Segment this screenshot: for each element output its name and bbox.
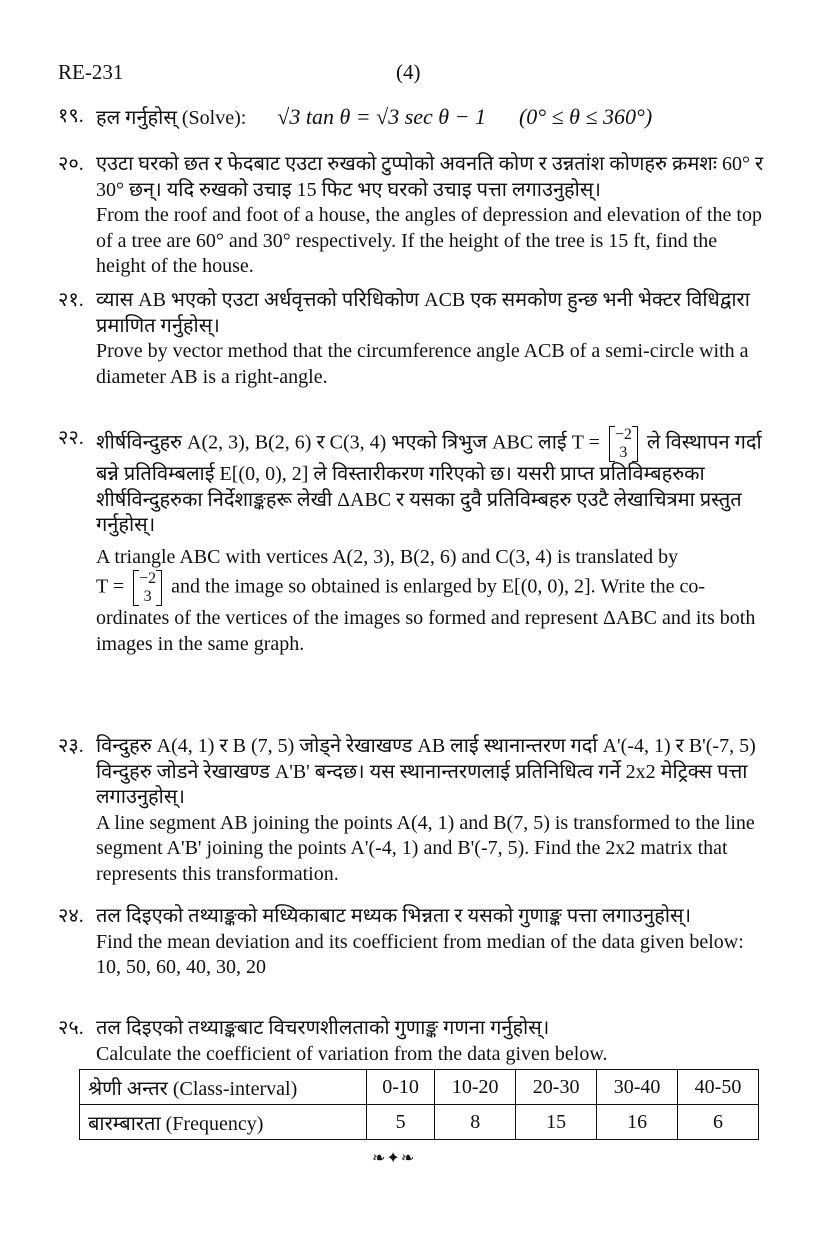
question-number: २४. [58,905,84,927]
end-ornament: ❧✦❧ [372,1150,416,1167]
table-cell: 10-20 [435,1070,516,1105]
matrix-bottom: 3 [619,444,628,461]
table-cell: 40-50 [678,1070,759,1105]
table-cell: 16 [597,1105,678,1140]
english-part-a: A triangle ABC with vertices A(2, 3), B(2, 6) and C(3, 4) is translated by [96,545,679,568]
question-number: २३. [58,735,84,757]
page-number: (4) [396,60,421,84]
matrix-top: −2 [614,426,632,443]
question-text-english: Prove by vector method that the circumference angle ACB of a semi-circle with a diameter AB is a right-angle. [96,340,749,388]
question-24 [58,904,770,981]
question-number: २५. [58,1017,84,1039]
equation-range: (0° ≤ θ ≤ 360°) [518,104,653,129]
translation-matrix-en [133,570,162,606]
nepali-part-a: शीर्षविन्दुहरु A(2, 3), B(2, 6) र C(3, 4) भएको त्रिभुज ABC लाई T = [96,431,600,454]
english-part-b: and the image so obtained is enlarged by E[(0, 0), 2]. Write the co-ordinates of the vertices of the images so formed and represent ΔABC and its both images in the same graph. [96,575,756,655]
question-text-nepali: एउटा घरको छत र फेदबाट एउटा रुखको टुप्पोको अवनति कोण र उन्नतांश कोणहरु क्रमशः 60° र 30° छन्। यदि रुखको उचाइ 15 फिट भए घरको उचाइ पत्ता लगाउनुहोस्। [96,153,764,201]
question-text-nepali: तल दिइएको तथ्याङ्कको मध्यिकाबाट मध्यक भिन्नता र यसको गुणाङ्क पत्ता लगाउनुहोस्। [96,905,692,927]
table-cell: 0-10 [367,1070,435,1105]
question-23 [58,734,770,887]
equation: √3 tan θ = √3 sec θ − 1 [277,104,486,129]
nepali-part-b: ले विस्थापन गर्दा बन्ने प्रतिविम्बलाई E[(0, 0), 2] ले विस्तारीकरण गरिएको छ। यसरी प्राप्त प्रतिविम्बहरुका शीर्षविन्दुहरुका निर्देशाङ्कहरू लेखी ΔABC र यसका दुवै प्रतिविम्बहरु एउटै लेखाचित्रमा प्रस्तुत गर्नुहोस्। [96,431,762,536]
question-text-nepali: विन्दुहरु A(4, 1) र B (7, 5) जोड्ने रेखाखण्ड AB लाई स्थानान्तरण गर्दा A'(-4, 1) र B'(-7, 5) विन्दुहरु जोडने रेखाखण्ड A'B' बन्दछ। यस स्थानान्तरणलाई प्रतिनिधित्व गर्ने 2x2 मेट्रिक्स पत्ता लगाउनुहोस्। [96,735,756,808]
table-cell: 6 [678,1105,759,1140]
question-25 [58,1016,770,1067]
frequency-table [79,1069,759,1140]
table-cell: 8 [435,1105,516,1140]
question-text-english: Find the mean deviation and its coefficient from median of the data given below: [96,930,744,953]
table-row [80,1070,759,1105]
question-19 [58,104,770,132]
matrix-bottom: 3 [143,588,152,605]
table-cell: 15 [516,1105,597,1140]
question-text-english: A line segment AB joining the points A(4, 1) and B(7, 5) is transformed to the line segment A'B' joining the points A'(-4, 1) and B'(-7, 5). Find the 2x2 matrix that represents this transformation. [96,811,755,885]
question-20 [58,152,770,280]
question-text-english [96,545,770,658]
question-number: २०. [58,153,84,175]
question-text-english: Calculate the coefficient of variation from the data given below. [96,1042,608,1065]
question-text-nepali: तल दिइएको तथ्याङ्कबाट विचरणशीलताको गुणाङ्क गणना गर्नुहोस्। [96,1017,550,1039]
table-row [80,1105,759,1140]
table-cell: 5 [367,1105,435,1140]
table-cell: 20-30 [516,1070,597,1105]
question-text-nepali: व्यास AB भएको एउटा अर्धवृत्तको परिधिकोण ACB एक समकोण हुन्छ भनी भेक्टर विधिद्वारा प्रमाणित गर्नुहोस्। [96,289,750,337]
question-number: १९. [58,105,84,127]
question-21 [58,288,770,390]
question-number: २२. [58,427,84,449]
row-header: बारम्बारता (Frequency) [80,1105,367,1140]
question-number: २१. [58,289,84,311]
question-text-nepali [96,426,770,539]
data-values: 10, 50, 60, 40, 30, 20 [96,956,266,978]
question-prompt: हल गर्नुहोस् (Solve): [96,107,247,129]
row-header: श्रेणी अन्तर (Class-interval) [80,1070,367,1105]
english-t-label: T = [96,575,125,598]
translation-matrix [609,426,638,462]
matrix-top: −2 [139,570,157,587]
table-cell: 30-40 [597,1070,678,1105]
question-text-english: From the roof and foot of a house, the angles of depression and elevation of the top of a tree are 60° and 30° respectively. If the height of the tree is 15 ft, find the height of the house. [96,204,762,277]
paper-code: RE-231 [58,60,124,84]
question-22 [58,426,770,657]
